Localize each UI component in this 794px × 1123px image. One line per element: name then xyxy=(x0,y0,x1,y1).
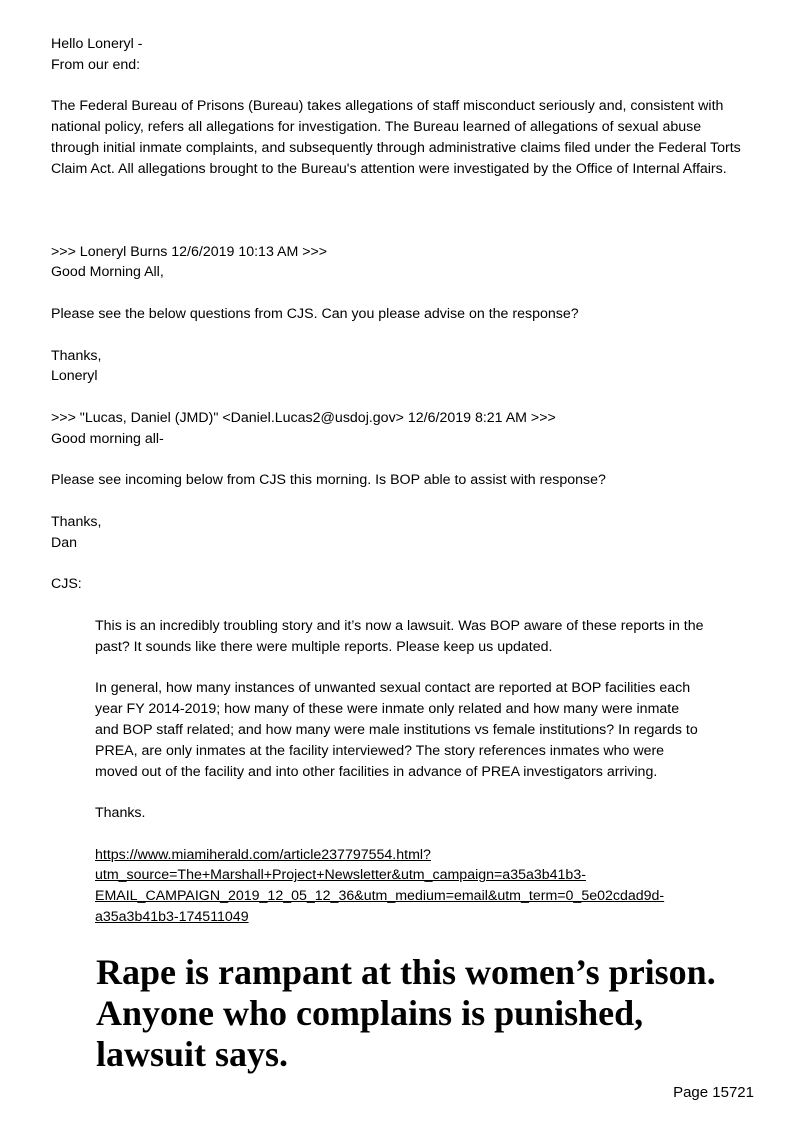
reply-intro: From our end: xyxy=(51,56,141,73)
article-link-line[interactable]: a35a3b41b3-174511049 xyxy=(95,909,249,926)
article-link-line[interactable]: EMAIL_CAMPAIGN_2019_12_05_12_36&utm_medium=email&utm_term=0_5e02cdad9d- xyxy=(95,888,665,905)
article-link[interactable] xyxy=(95,845,705,928)
cjs-paragraph-1: This is an incredibly troubling story and it’s now a lawsuit. Was BOP aware of these reports in the past? It sounds like there were multiple reports. Please keep us updated. xyxy=(95,617,704,655)
greeting: Hello Loneryl - xyxy=(51,36,143,52)
message-2-body: Please see incoming below from CJS this morning. Is BOP able to assist with response? xyxy=(51,472,606,489)
article-headline xyxy=(96,952,756,1075)
message-2-header: >>> "Lucas, Daniel (JMD)" <Daniel.Lucas2@usdoj.gov> 12/6/2019 8:21 AM >>> xyxy=(51,409,556,426)
page-number: Page 15721 xyxy=(673,1084,754,1101)
message-2-closing: Thanks, xyxy=(51,513,102,530)
cjs-quote xyxy=(95,616,705,928)
cjs-thanks: Thanks. xyxy=(95,805,146,822)
headline-line: Anyone who complains is punished, xyxy=(96,993,644,1033)
message-1-body: Please see the below questions from CJS. Can you please advise on the response? xyxy=(51,305,579,322)
message-1-closing: Thanks, xyxy=(51,347,102,364)
headline-line: Rape is rampant at this women’s prison. xyxy=(96,952,716,992)
message-1-signature: Loneryl xyxy=(51,368,98,385)
message-2-signature: Dan xyxy=(51,534,78,551)
cjs-paragraph-2: In general, how many instances of unwanted sexual contact are reported at BOP facilities each year FY 2014-2019; how many of these were inmate only related and how many were inmate and BOP staff related; and how many were male institutions vs female institutions? In regards to PREA, are only inmates at the facility interviewed? The story references inmates who were moved out of the facility and into other facilities in advance of PREA investigators arriving. xyxy=(95,680,698,780)
message-1-header: >>> Loneryl Burns 12/6/2019 10:13 AM >>> xyxy=(51,243,328,260)
message-1-salutation: Good Morning All, xyxy=(51,264,164,281)
article-link-line[interactable]: https://www.miamiherald.com/article237797554.html? xyxy=(95,846,431,863)
message-2-salutation: Good morning all- xyxy=(51,430,164,447)
cjs-label: CJS: xyxy=(51,576,82,593)
headline-line: lawsuit says. xyxy=(96,1034,289,1074)
article-link-line[interactable]: utm_source=The+Marshall+Project+Newsletter&utm_campaign=a35a3b41b3- xyxy=(95,867,586,884)
reply-body: The Federal Bureau of Prisons (Bureau) takes allegations of staff misconduct seriously and, consistent with national policy, refers all allegations for investigation. The Bureau learned of allegations of sexual abuse through initial inmate complaints, and subsequently through administrative claims filed under the Federal Torts Claim Act. All allegations brought to the Bureau's attention were investigated by the Office of Internal Affairs. xyxy=(51,98,741,177)
email-document xyxy=(51,34,751,928)
